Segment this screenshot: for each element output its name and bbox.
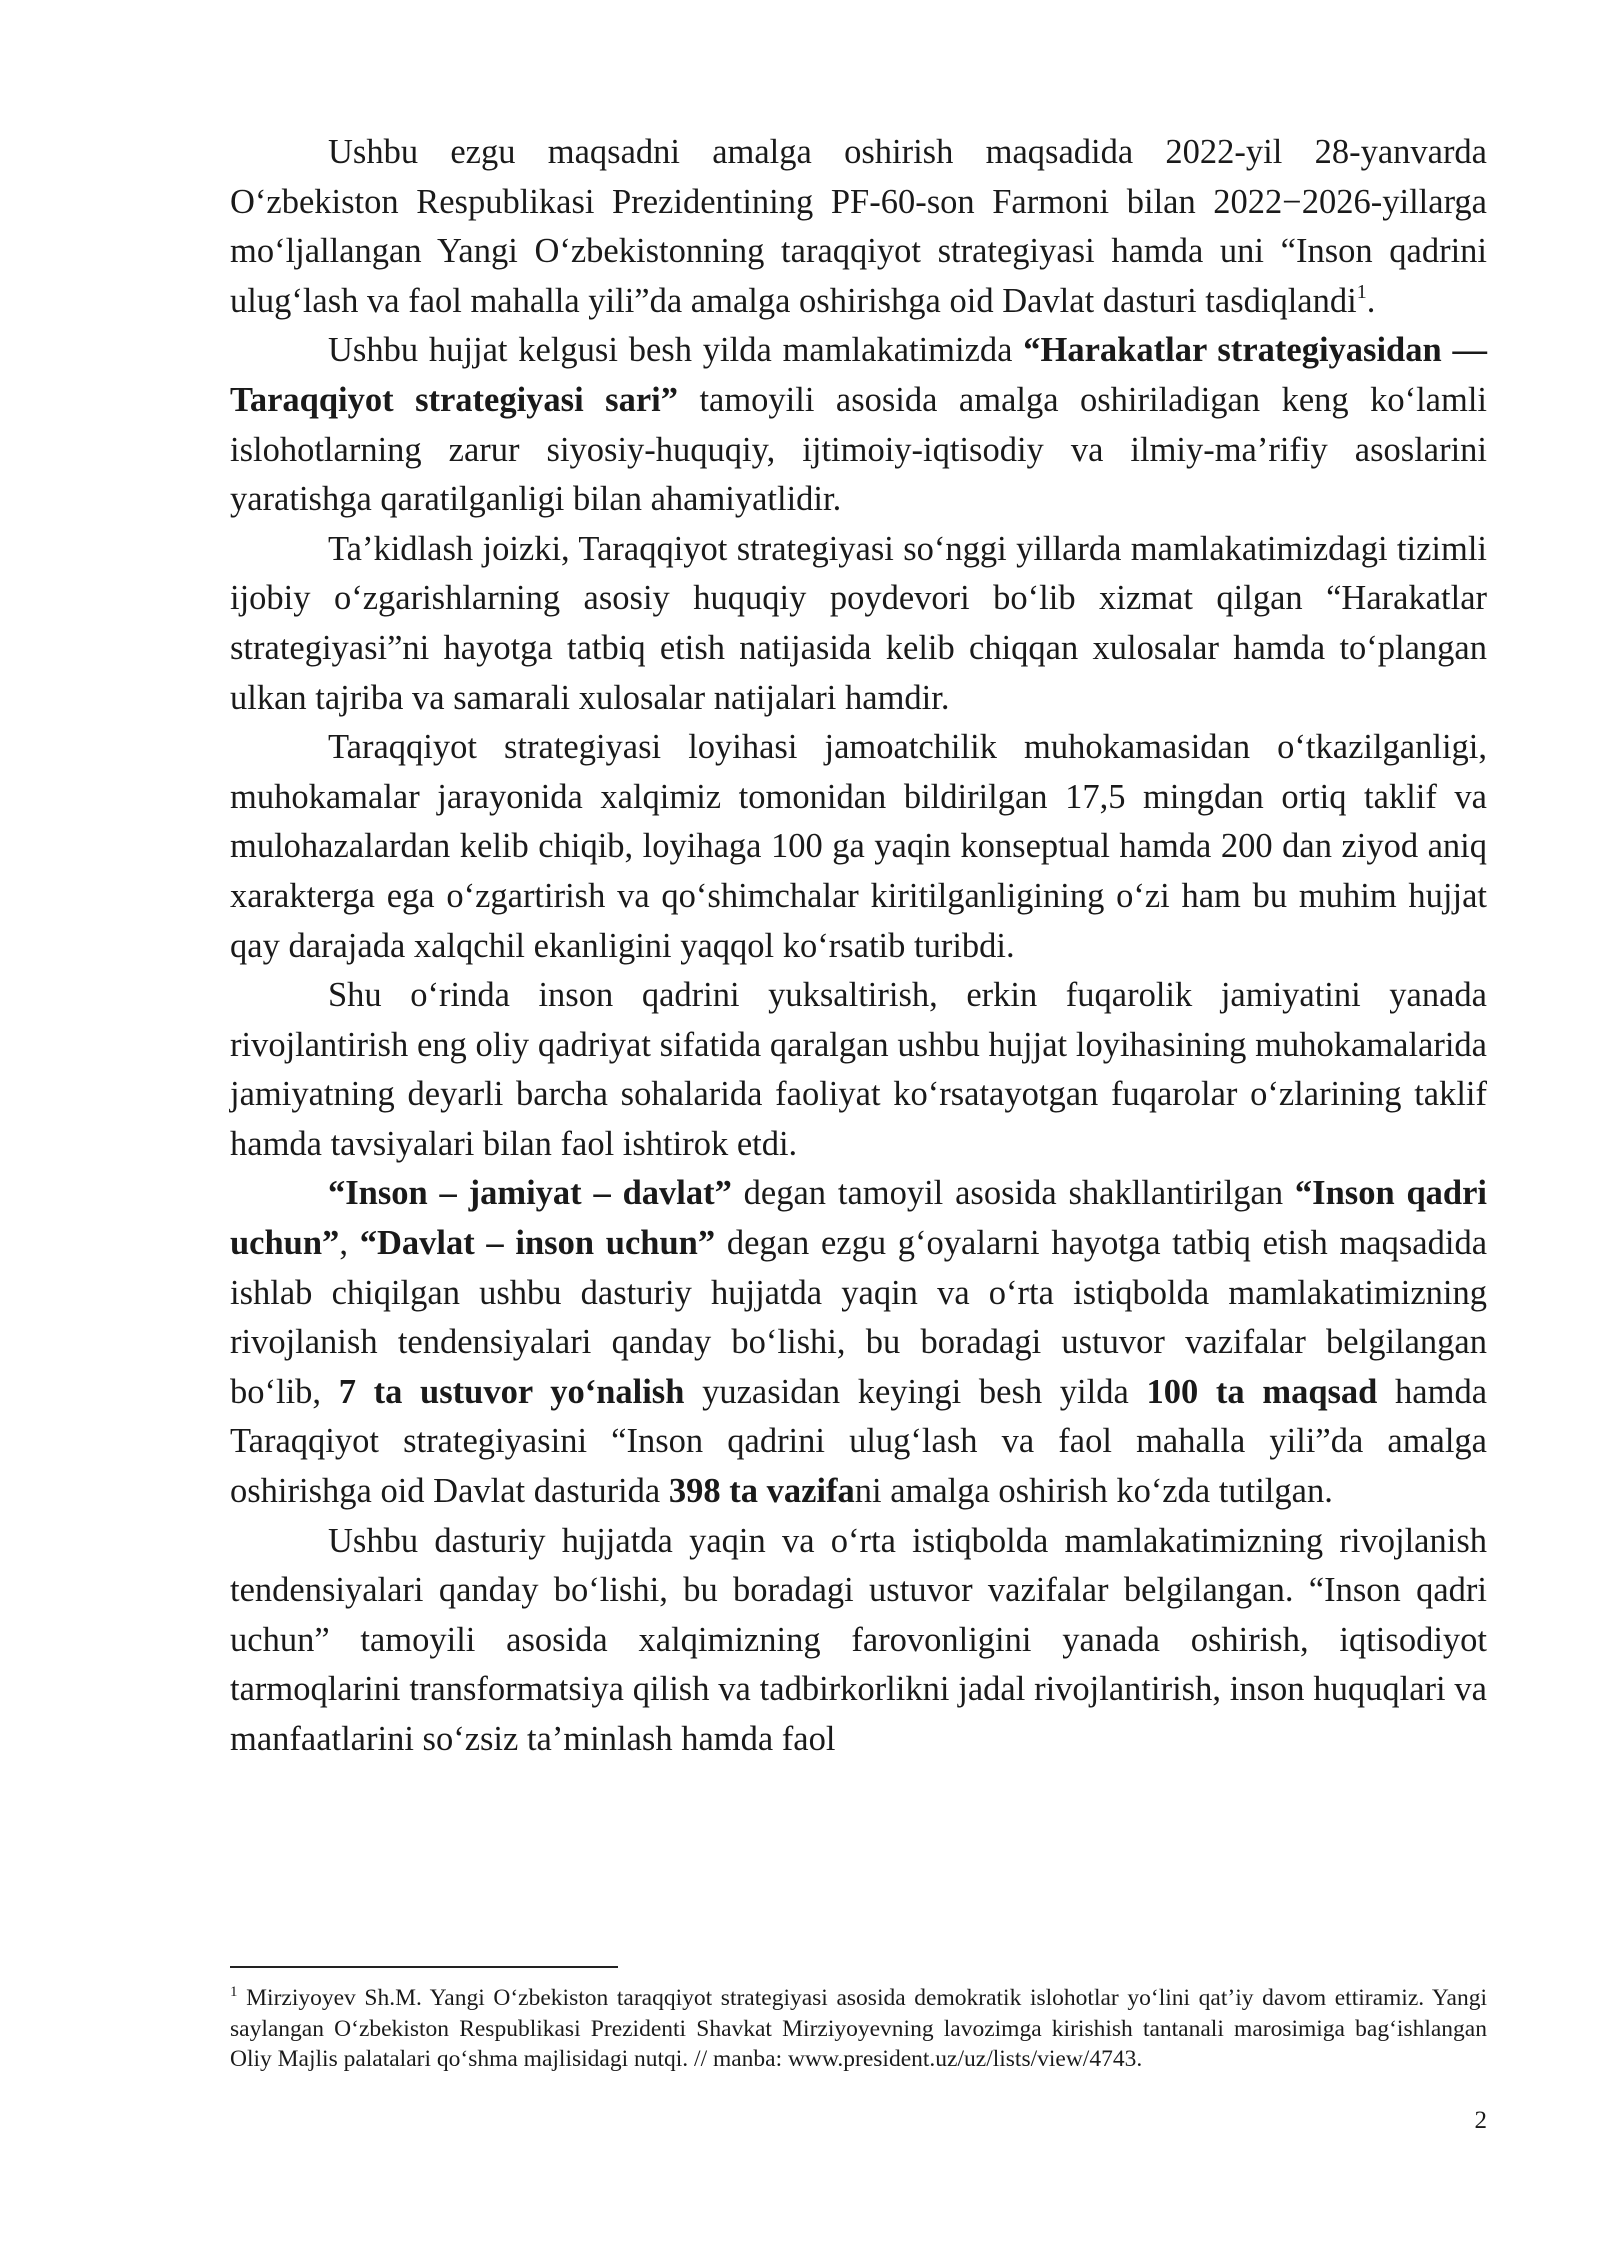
paragraph-6-text-2: , bbox=[339, 1224, 360, 1263]
paragraph-6-text-4: yuzasidan keyingi besh yilda bbox=[684, 1372, 1147, 1411]
paragraph-6 bbox=[230, 1169, 1487, 1516]
paragraph-6-text-5: hamda Taraqqiyot strategiyasini “Inson qadrini ulug‘lash va faol mahalla yili”da amalga oshirishga oid Davlat dasturida bbox=[230, 1372, 1488, 1511]
paragraph-6-bold-2: “Inson qadri uchun” bbox=[230, 1174, 1487, 1263]
paragraph-2-text-start: Ushbu hujjat kelgusi besh yilda mamlakatimizda bbox=[328, 331, 1024, 370]
paragraph-1-text: Ushbu ezgu maqsadni amalga oshirish maqsadida 2022-yil 28-yanvarda O‘zbekiston Respublikasi Prezidentining PF-60-son Farmoni bilan 2022−2026-yillarga mo‘ljallangan Yangi O‘zbekistonning taraqqiyot strategiyasi hamda uni “Inson qadrini ulug‘lash va faol mahalla yili”da amalga oshirishga oid Davlat dasturi tasdiqlandi bbox=[230, 133, 1487, 320]
paragraph-5: Shu o‘rinda inson qadrini yuksaltirish, erkin fuqarolik jamiyatini yanada rivojlantirish eng oliy qadriyat sifatida qaralgan ushbu hujjat loyihasining muhokamalarida jamiyatning deyarli barcha sohalarida faoliyat ko‘rsatayotgan fuqarolar o‘zlarining taklif hamda tavsiyalari bilan faol ishtirok etdi. bbox=[230, 976, 1487, 1163]
page-number: 2 bbox=[1474, 2107, 1487, 2134]
paragraph-6-text-1: degan tamoyil asosida shakllantirilgan bbox=[731, 1174, 1295, 1213]
paragraph-3: Ta’kidlash joizki, Taraqqiyot strategiyasi so‘nggi yillarda mamlakatimizdagi tizimli ijobiy o‘zgarishlarning asosiy huquqiy poydevori bo‘lib xizmat qilgan “Harakatlar strategiyasi”ni hayotga tatbiq etish natijasida kelib chiqqan xulosalar hamda to‘plangan ulkan tajriba va samarali xulosalar natijalari hamdir. bbox=[230, 529, 1487, 717]
paragraph-6-bold-5: 100 ta maqsad bbox=[1146, 1372, 1378, 1411]
footnote-text: Mirziyoyev Sh.M. Yangi O‘zbekiston taraqqiyot strategiyasi asosida demokratik islohotlar yo‘lini qat’iy davom ettiramiz. Yangi saylangan O‘zbekiston Respublikasi Prezidenti Shavkat Mirziyoyevning lavozimga kirishish tantanali marosimiga bag‘ishlangan Oliy Majlis palatalari qo‘shma majlisidagi nutqi. // manba: www.president.uz/uz/lists/view/4743. bbox=[230, 1985, 1487, 2072]
paragraph-4: Taraqqiyot strategiyasi loyihasi jamoatchilik muhokamasidan o‘tkazilganligi, muhokamalar jarayonida xalqimiz tomonidan bildirilgan 17,5 mingdan ortiq taklif va mulohazalardan kelib chiqib, loyihaga 100 ga yaqin konseptual hamda 200 dan ziyod aniq xarakterga ega o‘zgartirish va qo‘shimchalar kiritilganligining o‘zi ham bu muhim hujjat qay darajada xalqchil ekanligini yaqqol ko‘rsatib turibdi. bbox=[230, 728, 1487, 965]
paragraph-6-bold-3: “Davlat – inson uchun” bbox=[359, 1224, 716, 1263]
paragraph-1-end: . bbox=[1366, 281, 1376, 320]
paragraph-6-text-6: ni amalga oshirish ko‘zda tutilgan. bbox=[854, 1472, 1333, 1511]
paragraph-2-text-end: tamoyili asosida amalga oshiriladigan keng ko‘lamli islohotlarning zarur siyosiy-huquqiy, ijtimoiy-iqtisodiy va ilmiy-ma’rifiy asoslarini yaratishga qaratilganligi bilan ahamiyatlidir. bbox=[230, 380, 1487, 519]
paragraph-7: Ushbu dasturiy hujjatda yaqin va o‘rta istiqbolda mamlakatimizning rivojlanish tendensiyalari qanday bo‘lishi, bu boradagi ustuvor vazifalar belgilangan. “Inson qadri uchun” tamoyili asosida xalqimizning farovonligini yanada oshirish, iqtisodiyot tarmoqlarini transformatsiya qilish va tadbirkorlikni jadal rivojlantirish, inson huquqlari va manfaatlarini so‘zsiz ta’minlash hamda faol bbox=[230, 1521, 1487, 1758]
main-text bbox=[230, 128, 1487, 1765]
paragraph-2-bold-quote: “Harakatlar strategiyasidan — Taraqqiyot strategiyasi sari” bbox=[230, 331, 1487, 419]
paragraph-2 bbox=[230, 326, 1487, 524]
paragraph-6-bold-1: “Inson – jamiyat – davlat” bbox=[328, 1174, 732, 1213]
paragraph-1 bbox=[230, 128, 1487, 326]
footnote-separator bbox=[230, 1966, 618, 1968]
paragraph-6-bold-6: 398 ta vazifa bbox=[668, 1472, 855, 1511]
footnote-marker: 1 bbox=[230, 1984, 238, 2000]
footnote bbox=[230, 1983, 1487, 2075]
footnote-reference[interactable]: 1 bbox=[1356, 280, 1367, 303]
paragraph-6-bold-4: 7 ta ustuvor yo‘nalish bbox=[338, 1372, 685, 1411]
paragraph-6-text-3: degan ezgu g‘oyalarni hayotga tatbiq etish maqsadida ishlab chiqilgan ushbu dasturiy hujjatda yaqin va o‘rta istiqbolda mamlakatimizning rivojlanish tendensiyalari qanday bo‘lishi, bu boradagi ustuvor vazifalar belgilangan bo‘lib, bbox=[230, 1224, 1488, 1411]
